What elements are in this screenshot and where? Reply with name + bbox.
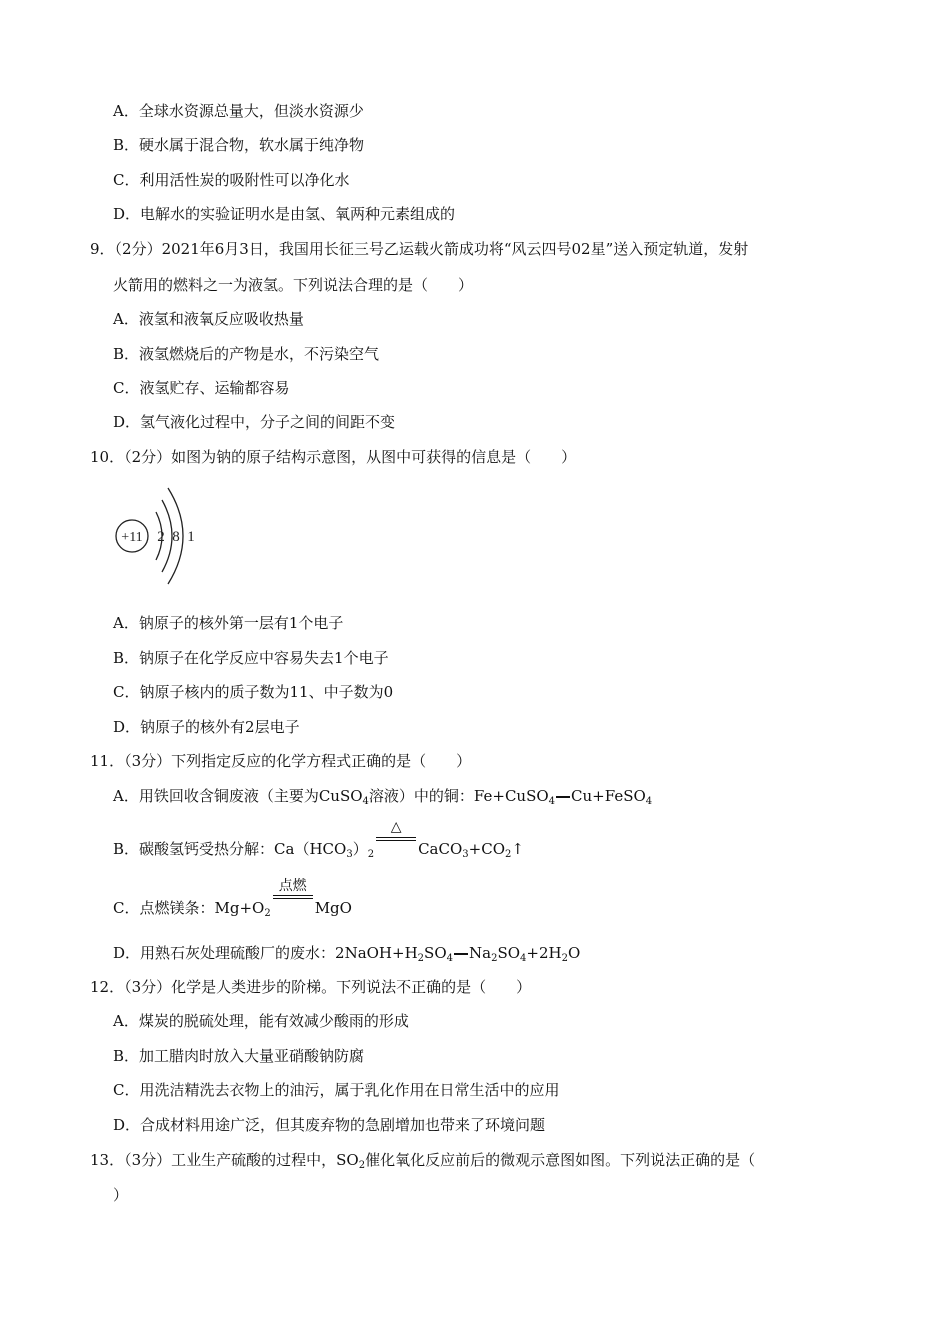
q11-stem: 11．（3分）下列指定反应的化学方程式正确的是（ ） bbox=[90, 752, 472, 770]
subscript: 2 bbox=[561, 953, 568, 964]
q12-option-a: A．煤炭的脱硫处理，能有效减少酸雨的形成 bbox=[113, 1012, 409, 1030]
q9-option-c: C．液氢贮存、运输都容易 bbox=[113, 379, 290, 397]
text-seg: +2H bbox=[526, 944, 562, 962]
subscript: 2 bbox=[505, 849, 512, 860]
q11-option-a bbox=[113, 786, 652, 806]
ignite-label: 点燃 bbox=[278, 878, 307, 894]
text-seg: 催化氧化反应前后的微观示意图如图。下列说法正确的是（ bbox=[365, 1151, 756, 1169]
q10-option-b: B．钠原子在化学反应中容易失去1个电子 bbox=[113, 649, 389, 667]
subscript: 4 bbox=[548, 796, 556, 807]
reaction-condition bbox=[376, 819, 416, 859]
subscript: 2 bbox=[264, 908, 271, 919]
text-seg: B．碳酸氢钙受热分解：Ca（HCO bbox=[113, 840, 347, 858]
subscript: 3 bbox=[462, 849, 469, 860]
shell-1-electrons: 2 bbox=[157, 529, 165, 545]
text-seg: A．用铁回收含铜废液（主要为CuSO bbox=[113, 787, 363, 805]
q13-stem-line1 bbox=[90, 1150, 755, 1170]
q10-stem: 10．（2分）如图为钠的原子结构示意图，从图中可获得的信息是（ ） bbox=[90, 448, 577, 466]
q11-option-d bbox=[113, 943, 580, 963]
subscript: 2 bbox=[367, 849, 375, 860]
gas-arrow: ↑ bbox=[511, 840, 524, 858]
shell-2-electrons: 8 bbox=[172, 529, 180, 545]
subscript: 2 bbox=[358, 1160, 366, 1171]
text-seg: MgO bbox=[314, 899, 352, 917]
sodium-atom-diagram bbox=[112, 478, 204, 590]
q9-option-a: A．液氢和液氧反应吸收热量 bbox=[113, 310, 304, 328]
subscript: 3 bbox=[346, 849, 353, 860]
text-seg: 13．（3分）工业生产硫酸的过程中，SO bbox=[90, 1151, 359, 1169]
subscript: 4 bbox=[645, 796, 653, 807]
q10-option-c: C．钠原子核内的质子数为11、中子数为0 bbox=[113, 683, 394, 701]
text-seg: 溶液）中的铜：Fe+CuSO bbox=[368, 787, 549, 805]
q8-option-d: D．电解水的实验证明水是由氢、氧两种元素组成的 bbox=[113, 205, 456, 223]
heat-symbol: △ bbox=[390, 819, 402, 835]
nucleus-charge: +11 bbox=[121, 530, 143, 545]
q11-option-c bbox=[113, 878, 352, 919]
reaction-condition bbox=[273, 878, 313, 918]
q11-option-b bbox=[113, 819, 524, 860]
q9-stem-line1: 9．（2分）2021年6月3日，我国用长征三号乙运载火箭成功将“风云四号02星”送入预定轨道，发射 bbox=[90, 240, 749, 258]
text-seg: +CO bbox=[468, 840, 505, 858]
q8-option-a: A．全球水资源总量大，但淡水资源少 bbox=[113, 102, 364, 120]
subscript: 4 bbox=[520, 953, 527, 964]
q12-option-d: D．合成材料用途广泛，但其废弃物的急剧增加也带来了环境问题 bbox=[113, 1116, 546, 1134]
q12-option-c: C．用洗洁精洗去衣物上的油污，属于乳化作用在日常生活中的应用 bbox=[113, 1081, 560, 1099]
equals-bar bbox=[454, 953, 468, 955]
equals-bars bbox=[376, 837, 416, 841]
text-seg: ） bbox=[352, 840, 368, 858]
subscript: 4 bbox=[362, 796, 369, 807]
q8-option-b: B．硬水属于混合物，软水属于纯净物 bbox=[113, 136, 365, 154]
subscript: 2 bbox=[491, 953, 498, 964]
q9-stem-line2: 火箭用的燃料之一为液氢。下列说法合理的是（ ） bbox=[113, 276, 474, 294]
text-seg: CaCO bbox=[418, 840, 463, 858]
text-seg: Cu+FeSO bbox=[571, 787, 646, 805]
q10-option-d: D．钠原子的核外有2层电子 bbox=[113, 718, 300, 736]
q10-option-a: A．钠原子的核外第一层有1个电子 bbox=[113, 614, 344, 632]
q13-stem-line2: ） bbox=[113, 1186, 129, 1204]
q9-option-b: B．液氢燃烧后的产物是水，不污染空气 bbox=[113, 345, 380, 363]
text-seg: D．用熟石灰处理硫酸厂的废水：2NaOH+H bbox=[113, 944, 418, 962]
text-seg: C．点燃镁条：Mg+O bbox=[113, 899, 265, 917]
text-seg: O bbox=[567, 944, 581, 962]
q9-option-d: D．氢气液化过程中，分子之间的间距不变 bbox=[113, 413, 396, 431]
q8-option-c: C．利用活性炭的吸附性可以净化水 bbox=[113, 171, 350, 189]
text-seg: Na bbox=[469, 944, 492, 962]
equals-bars bbox=[273, 895, 313, 899]
text-seg: SO bbox=[424, 944, 447, 962]
q12-stem: 12．（3分）化学是人类进步的阶梯。下列说法不正确的是（ ） bbox=[90, 978, 532, 996]
subscript: 2 bbox=[417, 953, 425, 964]
q12-option-b: B．加工腊肉时放入大量亚硝酸钠防腐 bbox=[113, 1047, 365, 1065]
subscript: 4 bbox=[446, 953, 453, 964]
shell-3-electrons: 1 bbox=[187, 529, 195, 545]
equals-bar bbox=[556, 796, 570, 798]
text-seg: SO bbox=[497, 944, 521, 962]
